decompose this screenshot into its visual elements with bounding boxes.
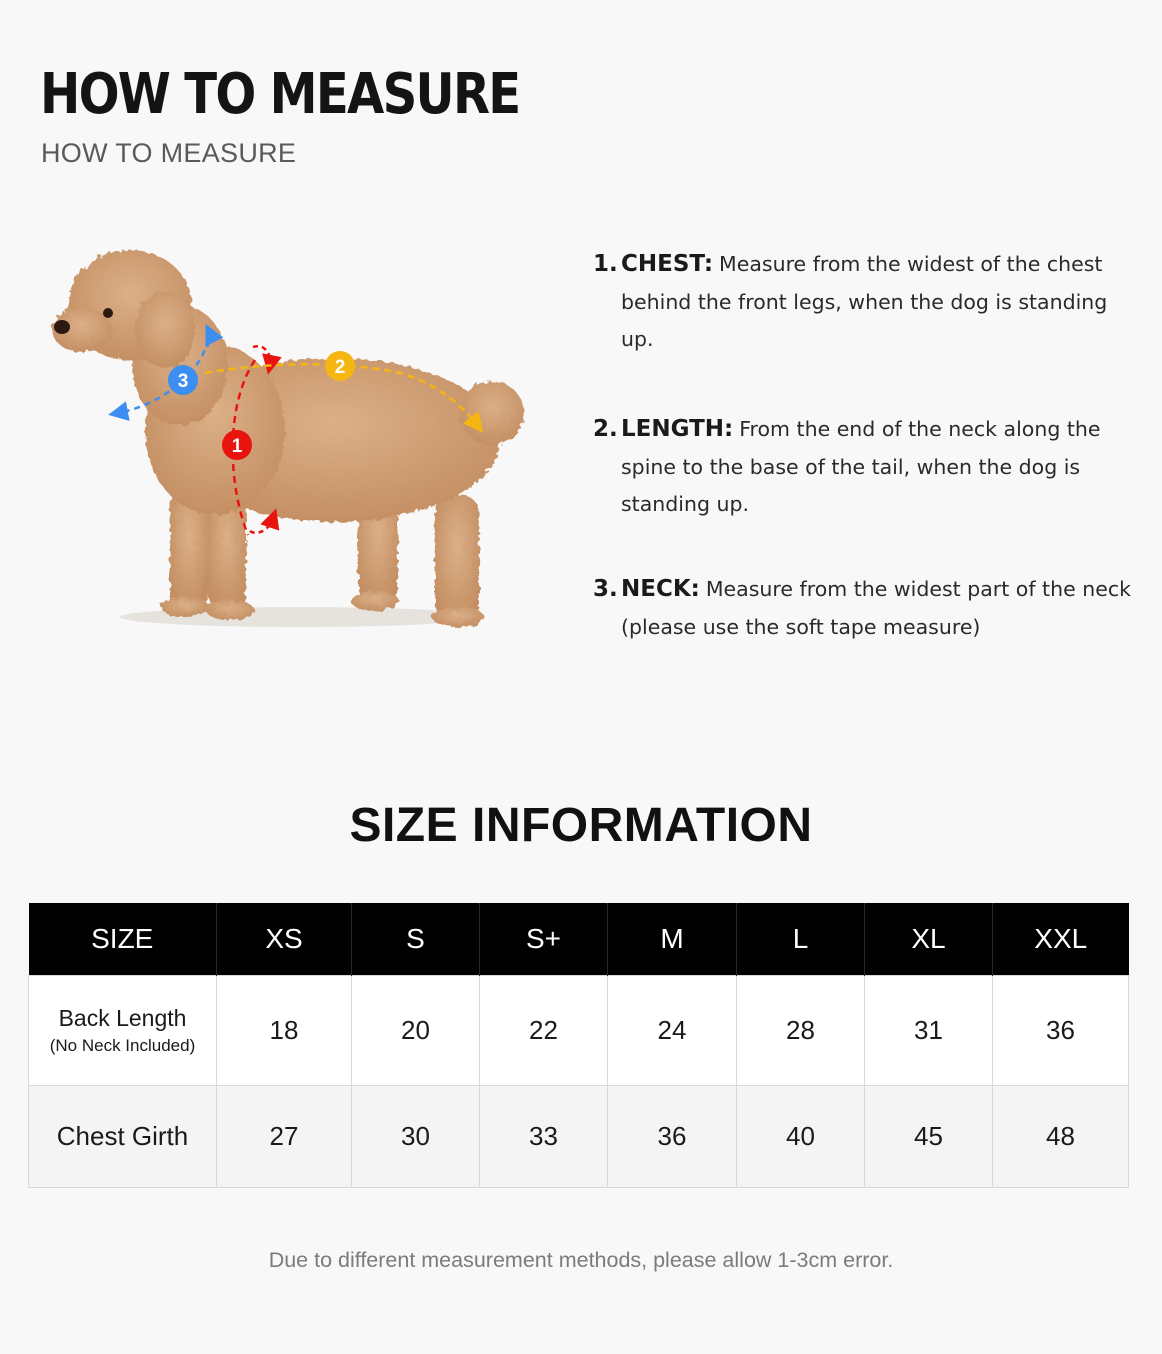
row-label-main: Back Length bbox=[58, 1004, 187, 1031]
instruction-text: Measure from the widest of the chest behind the front legs, when the dog is standing up. bbox=[621, 252, 1108, 351]
table-cell: 30 bbox=[352, 1086, 480, 1188]
chest-arrow-bottom bbox=[250, 518, 273, 533]
instruction-text: Measure from the widest part of the neck (please use the soft tape measure) bbox=[621, 577, 1131, 639]
table-cell: 22 bbox=[480, 976, 608, 1086]
column-header: XS bbox=[217, 903, 352, 976]
table-cell: 48 bbox=[993, 1086, 1129, 1188]
column-header: XXL bbox=[993, 903, 1129, 976]
row-label: Chest Girth bbox=[29, 1086, 217, 1188]
page-subtitle: HOW TO MEASURE bbox=[41, 138, 297, 168]
svg-text:1: 1 bbox=[231, 436, 243, 457]
column-header: SIZE bbox=[29, 903, 217, 976]
row-label bbox=[29, 976, 217, 1086]
svg-text:3: 3 bbox=[177, 371, 189, 392]
column-header: L bbox=[737, 903, 865, 976]
table-cell: 27 bbox=[217, 1086, 352, 1188]
column-header: M bbox=[608, 903, 737, 976]
size-table bbox=[28, 903, 1129, 1188]
marker-length bbox=[325, 351, 355, 381]
dog-nose bbox=[54, 320, 70, 334]
size-info-title: SIZE INFORMATION bbox=[349, 799, 813, 852]
instruction-heading: CHEST: bbox=[621, 251, 714, 277]
marker-chest bbox=[222, 430, 252, 460]
instruction-length bbox=[593, 411, 1133, 524]
row-label-note: (No Neck Included) bbox=[49, 1035, 196, 1055]
column-header: S bbox=[352, 903, 480, 976]
table-cell: 28 bbox=[737, 976, 865, 1086]
instruction-text: From the end of the neck along the spine to the base of the tail, when the dog is standing up. bbox=[621, 417, 1101, 516]
table-cell: 45 bbox=[865, 1086, 993, 1188]
table-cell: 36 bbox=[608, 1086, 737, 1188]
instruction-heading: NECK: bbox=[621, 576, 700, 602]
table-row-back-length bbox=[29, 976, 1129, 1086]
table-cell: 31 bbox=[865, 976, 993, 1086]
instruction-number: 2. bbox=[593, 416, 618, 442]
column-header: S+ bbox=[480, 903, 608, 976]
measurement-note: Due to different measurement methods, please allow 1-3cm error. bbox=[268, 1248, 894, 1272]
table-cell: 33 bbox=[480, 1086, 608, 1188]
column-header: XL bbox=[865, 903, 993, 976]
instruction-number: 1. bbox=[593, 251, 618, 277]
dog-illustration bbox=[40, 235, 540, 645]
svg-text:2: 2 bbox=[334, 357, 346, 378]
marker-neck bbox=[168, 365, 198, 395]
dog-measure-diagram bbox=[40, 235, 540, 645]
table-cell: 36 bbox=[993, 976, 1129, 1086]
instruction-neck bbox=[593, 571, 1133, 646]
table-cell: 20 bbox=[352, 976, 480, 1086]
dog-eye bbox=[103, 308, 113, 318]
table-cell: 24 bbox=[608, 976, 737, 1086]
table-cell: 18 bbox=[217, 976, 352, 1086]
instruction-number: 3. bbox=[593, 576, 618, 602]
table-cell: 40 bbox=[737, 1086, 865, 1188]
dog-body bbox=[52, 250, 524, 627]
size-table-header bbox=[29, 903, 1129, 976]
instruction-chest bbox=[593, 246, 1133, 359]
page-title: HOW TO MEASURE bbox=[40, 62, 520, 127]
instruction-heading: LENGTH: bbox=[621, 416, 734, 442]
table-row-chest-girth bbox=[29, 1086, 1129, 1188]
